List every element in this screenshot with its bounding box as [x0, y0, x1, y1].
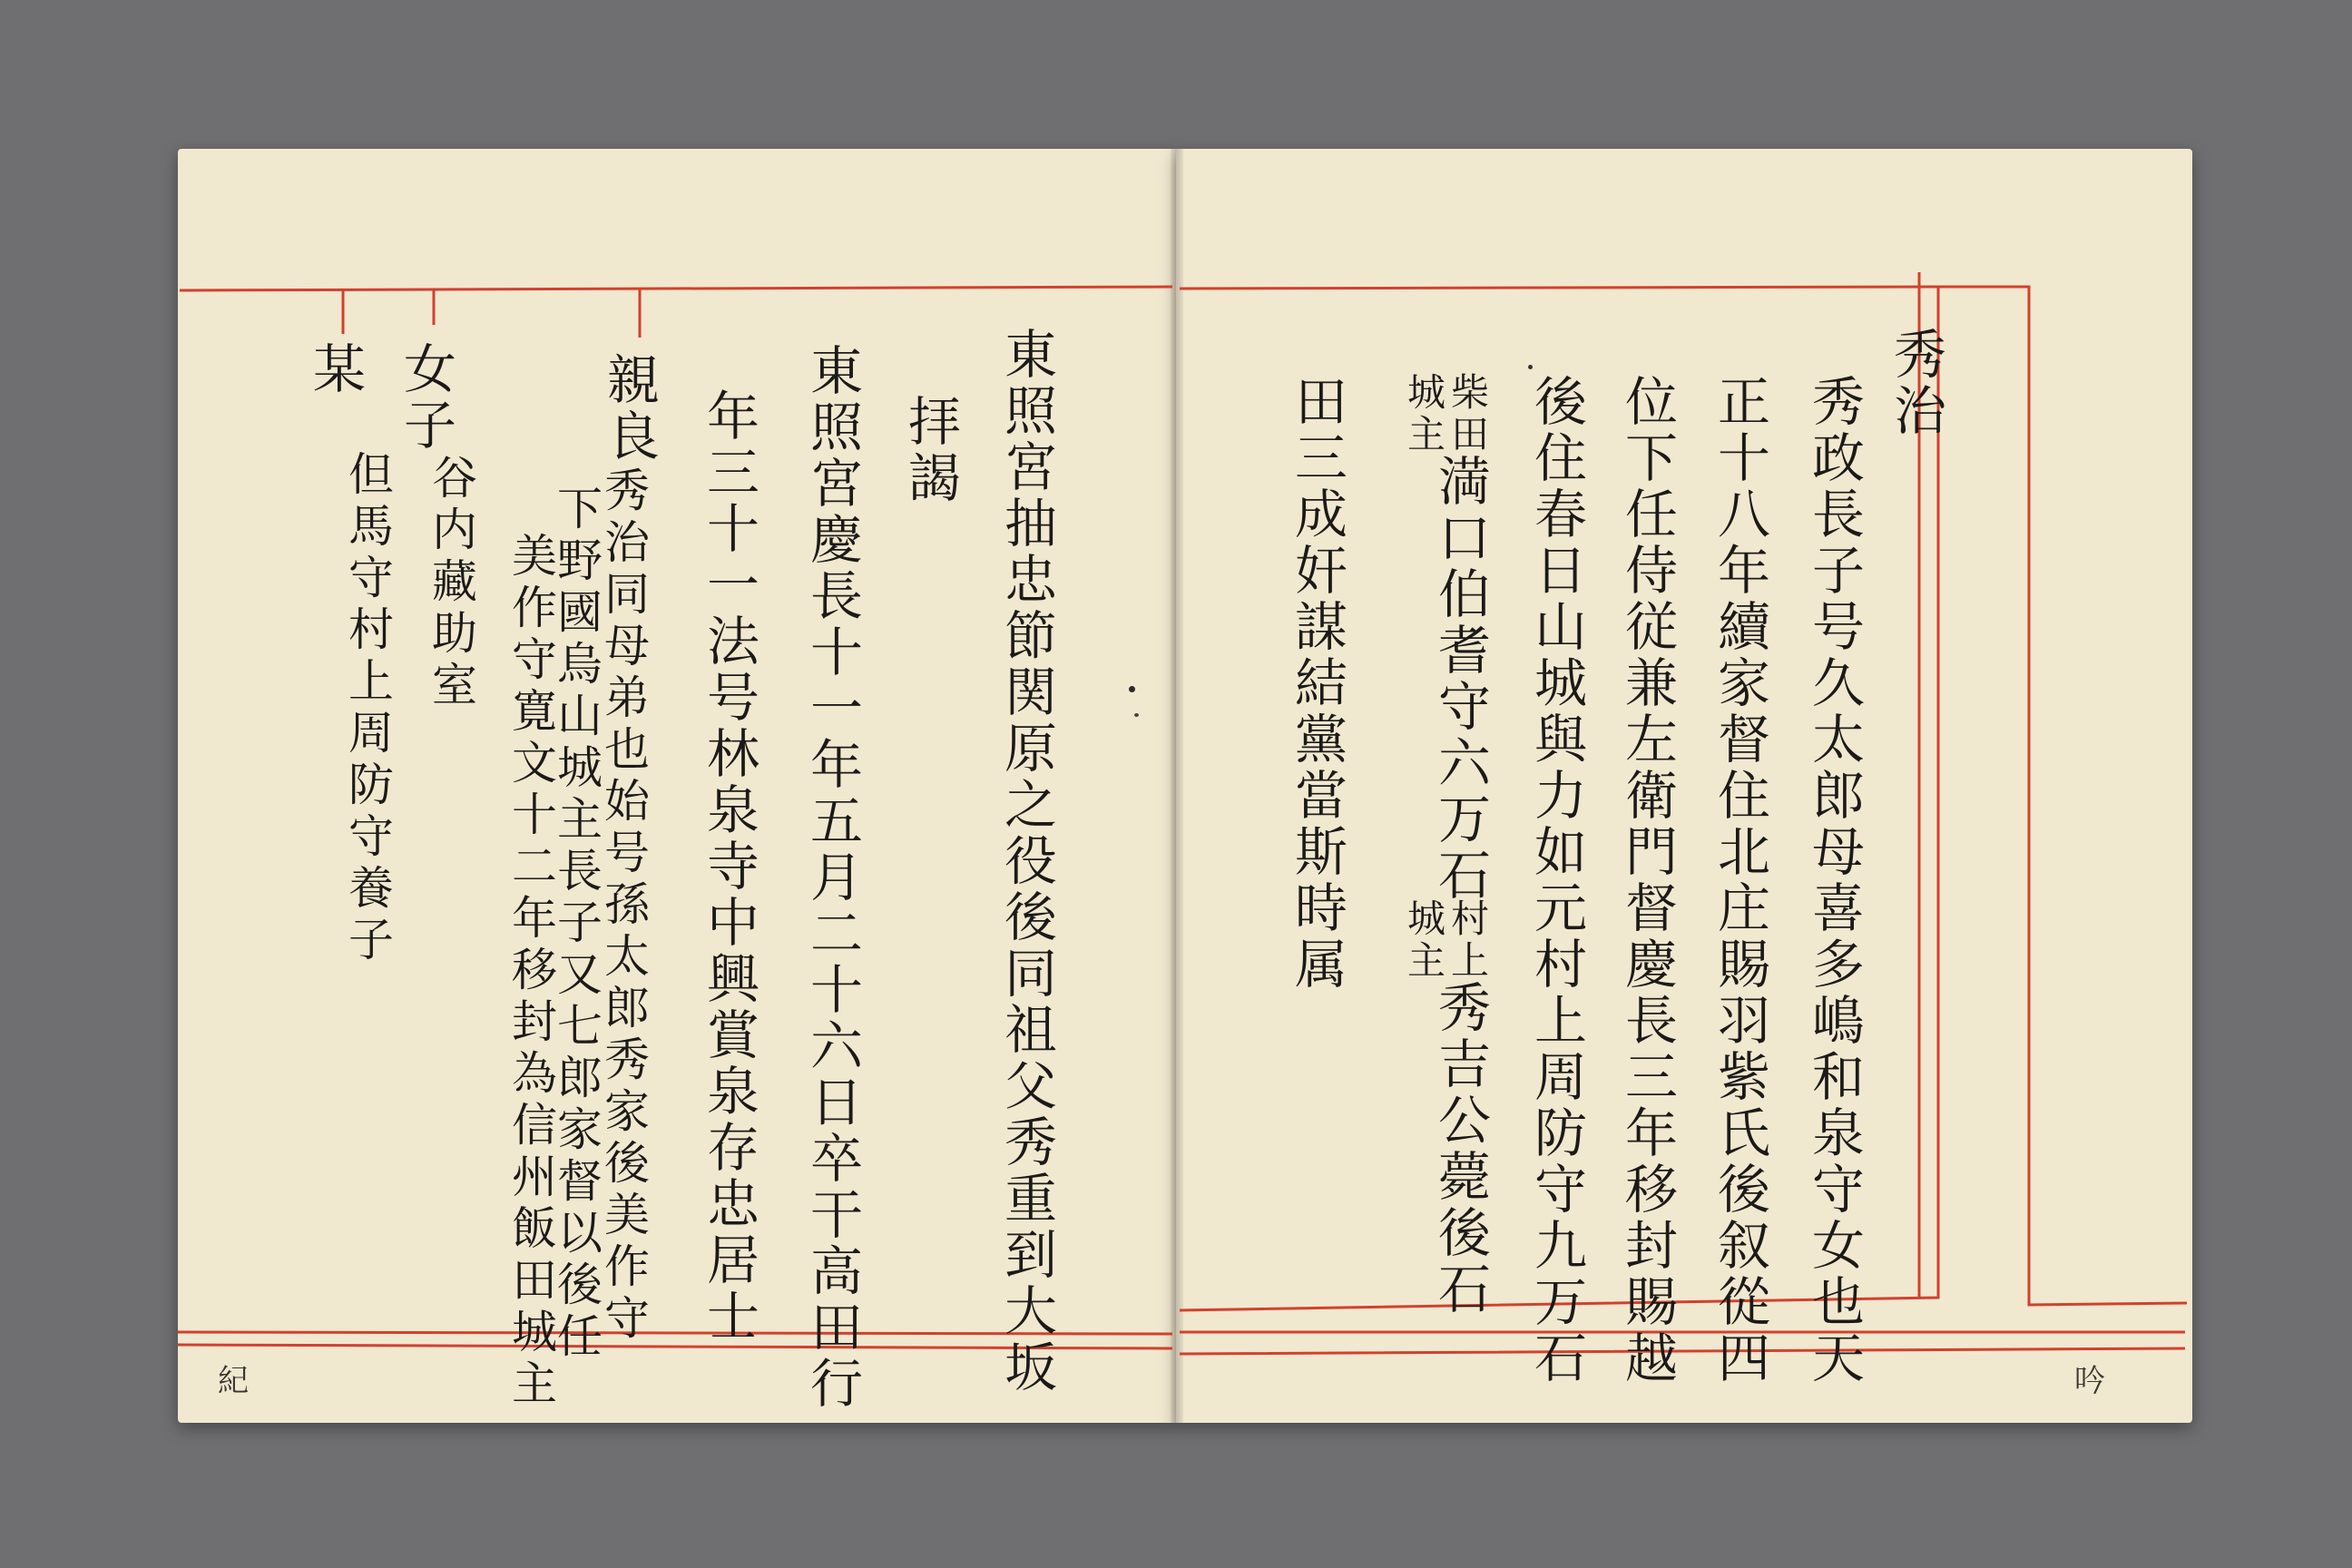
ink-spot: [1528, 365, 1533, 369]
right-column-5b: 秀吉公薨後石: [1429, 980, 1491, 1318]
right-column-1: 秀政長子号久太郎母喜多嶋和泉守女也天: [1803, 374, 1865, 1387]
right-note-murakami: 村上: [1446, 898, 1490, 982]
right-column-4: 後住春日山城與力如元村上周防守九万石: [1525, 374, 1587, 1387]
right-note-joshu-2: 城主: [1402, 898, 1446, 982]
right-corner-mark: 吟: [2074, 1363, 2105, 1399]
left-column-4: 年三十一法号林泉寺中興賞泉存忠居士: [698, 388, 760, 1345]
chikayoshi-name: 親良: [598, 352, 660, 465]
someone-name: 某: [304, 341, 366, 397]
right-column-5: 満口伯耆守六万石: [1429, 454, 1491, 904]
chikayoshi-line-2: 下野國烏山城主長子又七郎家督以後任: [550, 485, 603, 1364]
right-column-6: 田三成奸謀結黨當斯時属: [1286, 374, 1348, 993]
right-note-shibata: 柴田: [1446, 372, 1490, 456]
daughter-name: 女子: [395, 341, 456, 454]
left-corner-mark: 紀: [218, 1363, 249, 1399]
chikayoshi-line-3: 美作守寛文十二年移封為信州飯田城主: [505, 532, 557, 1411]
right-column-2: 正十八年續家督住北庄賜羽紫氏後叙從四: [1709, 374, 1770, 1387]
left-column-3: 東照宮慶長十一年五月二十六日卒干高田行: [801, 343, 863, 1412]
daughter-text: 谷内藏助室: [425, 454, 477, 712]
someone-text: 但馬守村上周防守養子: [341, 450, 394, 967]
left-column-1: 東照宮抽忠節関原之役後同祖父秀重到大坂: [995, 327, 1057, 1396]
chikayoshi-line-1: 秀治同母弟也始号孫太郎秀家後美作守: [597, 466, 650, 1346]
left-column-2: 拝謁: [899, 394, 961, 506]
ink-spot: [1129, 686, 1135, 692]
right-note-joshu: 城主: [1402, 372, 1446, 456]
ink-spot: [1134, 713, 1139, 717]
right-column-3: 位下任侍従兼左衛門督慶長三年移封賜越: [1616, 374, 1678, 1387]
right-heading: 秀治: [1885, 327, 1946, 439]
